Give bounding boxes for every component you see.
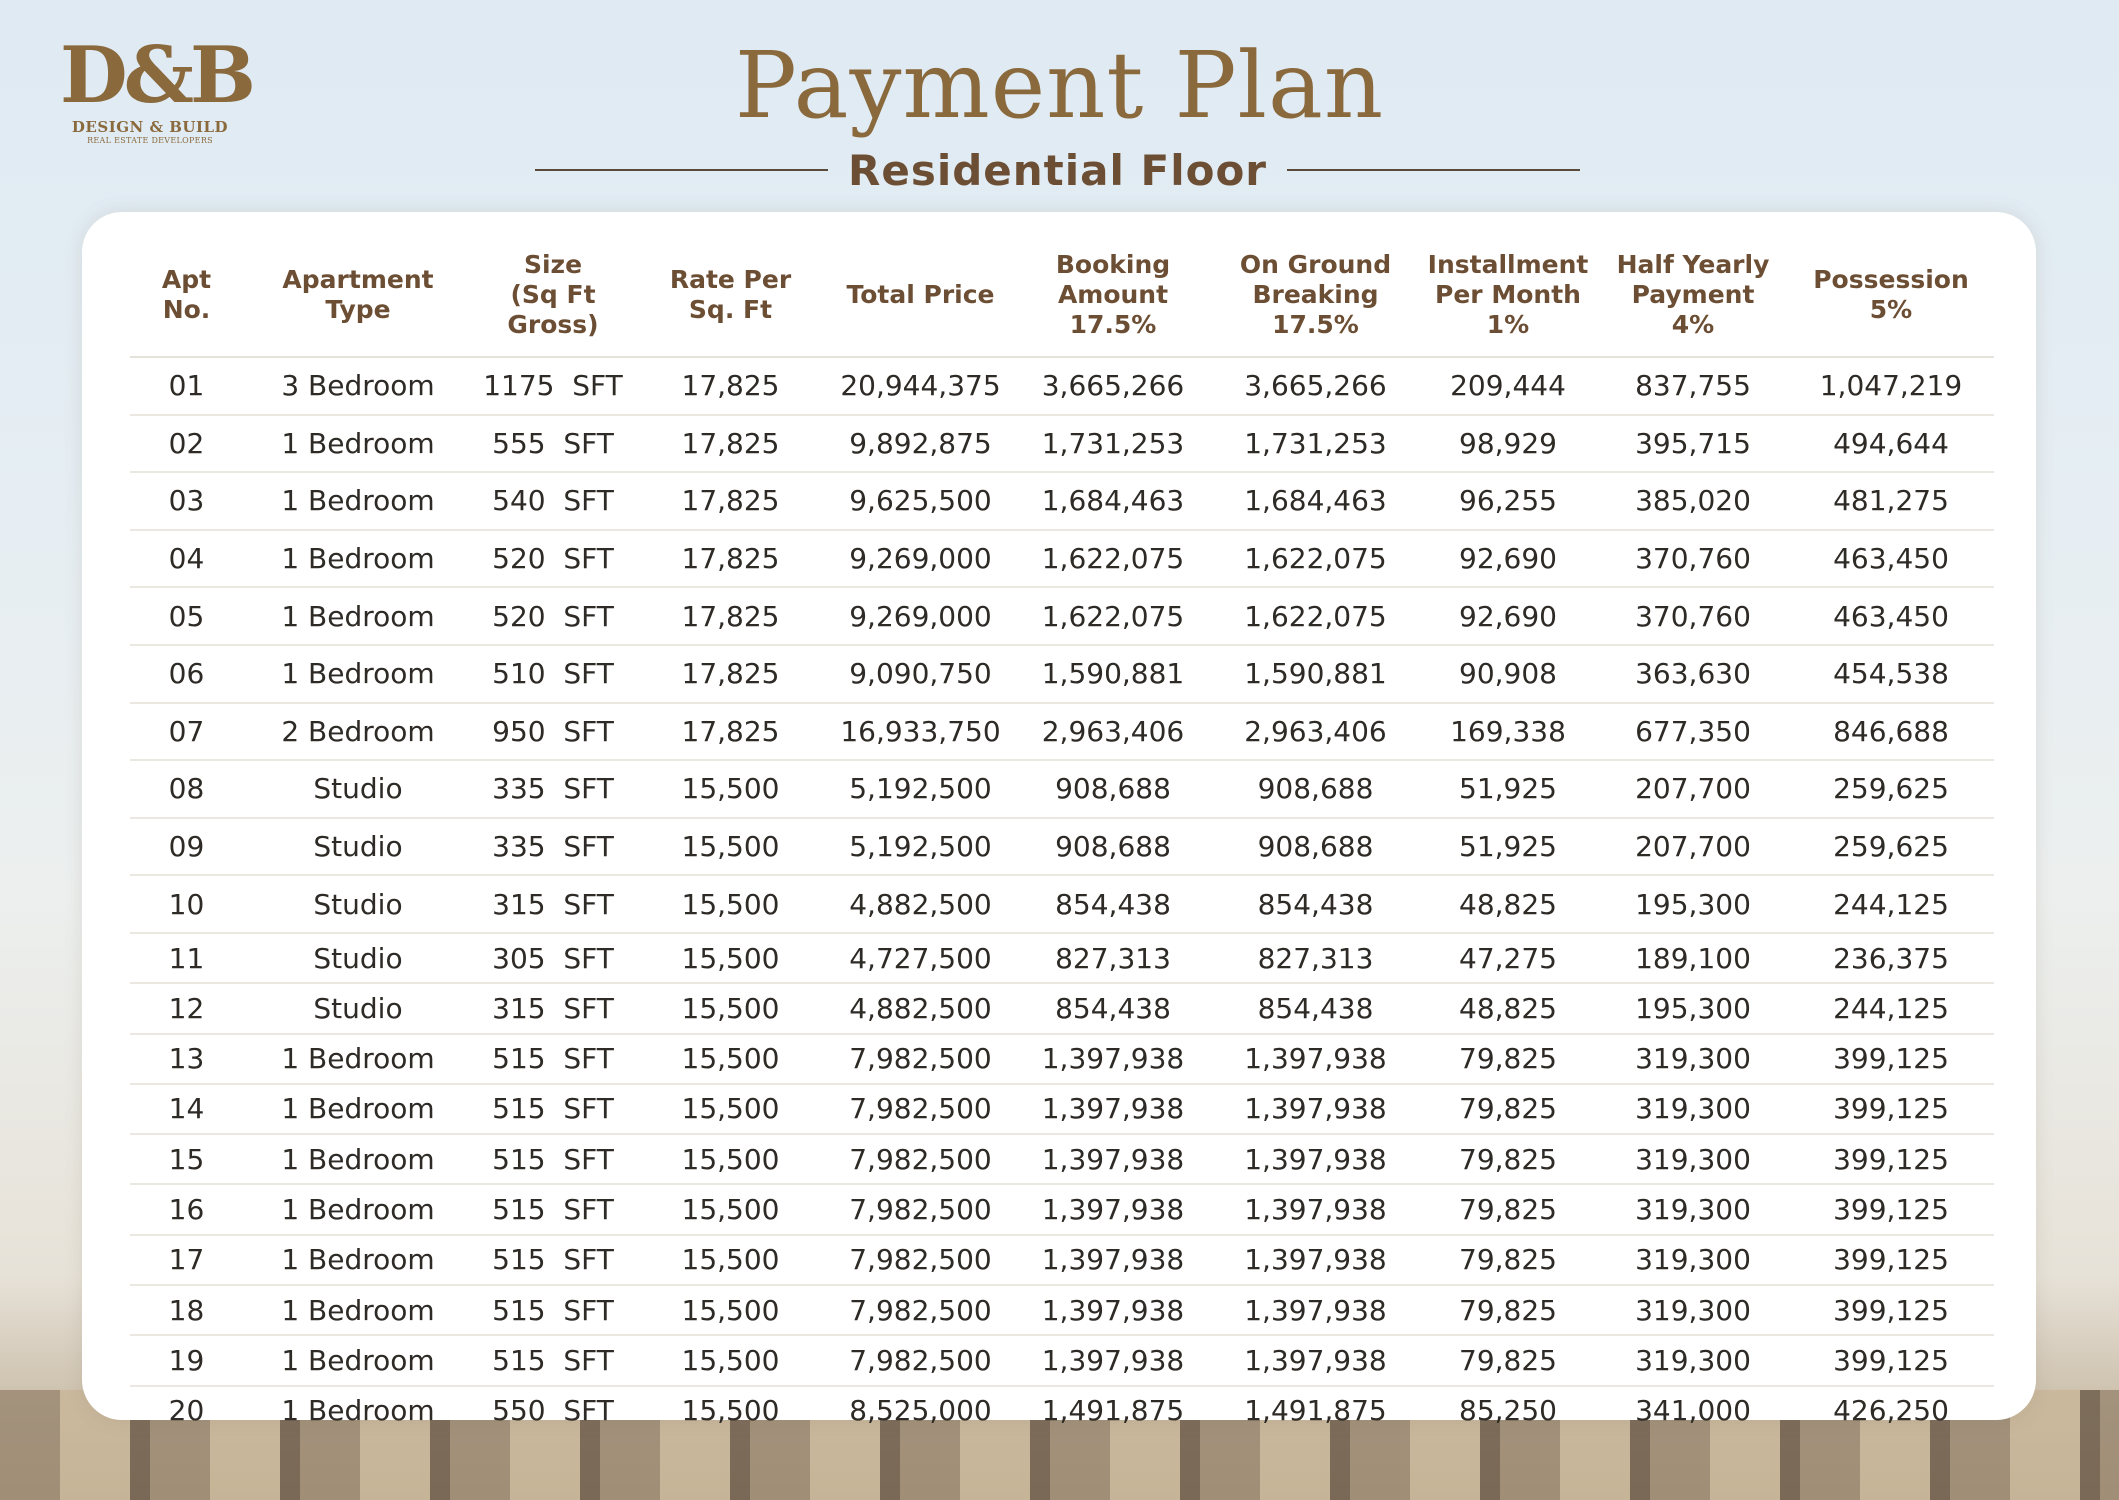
- table-cell: 385,020: [1598, 472, 1788, 530]
- table-cell: 20,944,375: [828, 357, 1013, 415]
- table-cell: 1,622,075: [1213, 587, 1418, 645]
- table-cell: Studio: [243, 875, 473, 933]
- table-cell: 236,375: [1788, 933, 1994, 983]
- table-cell: 319,300: [1598, 1184, 1788, 1234]
- table-cell: 79,825: [1418, 1034, 1598, 1084]
- table-cell: 5,192,500: [828, 760, 1013, 818]
- table-cell: 08: [130, 760, 243, 818]
- table-cell: 2,963,406: [1213, 703, 1418, 761]
- table-cell: 515 SFT: [473, 1285, 633, 1335]
- column-header-line: Rate Per: [669, 265, 792, 294]
- table-cell: 79,825: [1418, 1285, 1598, 1335]
- table-cell: 06: [130, 645, 243, 703]
- table-cell: 9,625,500: [828, 472, 1013, 530]
- table-cell: 85,250: [1459, 1394, 1557, 1428]
- table-cell: 244,125: [1788, 875, 1994, 933]
- table-cell: 837,755: [1598, 357, 1788, 415]
- table-cell: 1,397,938: [1213, 1285, 1418, 1335]
- table-cell: 16,933,750: [828, 703, 1013, 761]
- table-cell: 1 Bedroom: [243, 1184, 473, 1234]
- table-cell: 370,760: [1598, 587, 1788, 645]
- table-cell: 5,192,500: [828, 818, 1013, 876]
- table-cell: 15,500: [633, 1084, 828, 1134]
- column-header-line: 1%: [1486, 310, 1530, 339]
- table-row: [130, 1084, 1994, 1134]
- table-cell: 854,438: [1213, 875, 1418, 933]
- table-row: [130, 357, 1994, 415]
- table-cell: 17,825: [633, 357, 828, 415]
- table-cell: 15,500: [633, 875, 828, 933]
- table-cell: 79,825: [1418, 1134, 1598, 1184]
- table-cell: 3 Bedroom: [243, 357, 473, 415]
- table-cell: 48,825: [1418, 875, 1598, 933]
- table-cell: 7,982,500: [828, 1134, 1013, 1184]
- table-row: [130, 645, 1994, 703]
- table-cell: 1 Bedroom: [243, 1335, 473, 1385]
- table-cell: 1 Bedroom: [243, 1285, 473, 1335]
- table-cell: 12: [130, 983, 243, 1033]
- table-header-row: [130, 234, 1994, 357]
- table-cell: 399,125: [1788, 1034, 1994, 1084]
- table-cell: 463,450: [1788, 530, 1994, 588]
- table-cell: 1,397,938: [1013, 1084, 1213, 1134]
- table-cell: 399,125: [1788, 1084, 1994, 1134]
- table-cell: 15,500: [633, 760, 828, 818]
- table-cell: 908,688: [1213, 760, 1418, 818]
- table-cell: 1,397,938: [1213, 1034, 1418, 1084]
- table-cell: 315 SFT: [473, 875, 633, 933]
- table-cell: 515 SFT: [473, 1184, 633, 1234]
- column-header-line: 17.5%: [1069, 310, 1157, 339]
- payment-plan-table: [130, 234, 1994, 1435]
- table-cell: 79,825: [1418, 1084, 1598, 1134]
- table-cell: 1 Bedroom: [243, 415, 473, 473]
- table-cell: 17,825: [633, 587, 828, 645]
- table-cell: 1,684,463: [1213, 472, 1418, 530]
- table-row: [130, 760, 1994, 818]
- table-cell: 1,047,219: [1788, 357, 1994, 415]
- table-cell: Studio: [243, 760, 473, 818]
- table-cell: 05: [130, 587, 243, 645]
- table-row: [130, 1184, 1994, 1234]
- column-header-line: Breaking: [1252, 280, 1379, 309]
- table-cell: 426,250: [1833, 1394, 1949, 1428]
- table-cell: 1175 SFT: [473, 357, 633, 415]
- table-cell: 827,313: [1013, 933, 1213, 983]
- table-cell: 1,397,938: [1013, 1335, 1213, 1385]
- table-cell: 1,397,938: [1213, 1235, 1418, 1285]
- table-row: [130, 933, 1994, 983]
- table-cell: Studio: [243, 933, 473, 983]
- table-cell: 195,300: [1598, 875, 1788, 933]
- column-header: [633, 234, 828, 357]
- table-cell: 47,275: [1418, 933, 1598, 983]
- table-cell: 515 SFT: [473, 1134, 633, 1184]
- table-row: [130, 530, 1994, 588]
- column-header: [473, 234, 633, 357]
- column-header-line: Total Price: [846, 280, 995, 309]
- table-cell: Studio: [243, 818, 473, 876]
- table-cell: 1 Bedroom: [281, 1394, 435, 1428]
- table-cell: 189,100: [1598, 933, 1788, 983]
- table-cell: 319,300: [1598, 1134, 1788, 1184]
- table-cell: 908,688: [1013, 760, 1213, 818]
- subtitle-banner: [535, 140, 1580, 200]
- column-header: [243, 234, 473, 357]
- table-cell: 7,982,500: [828, 1184, 1013, 1234]
- table-cell: 19: [130, 1335, 243, 1385]
- column-header-line: Installment: [1427, 250, 1589, 279]
- subtitle-rule-right: [1287, 169, 1580, 171]
- column-header-line: Apt: [161, 265, 212, 294]
- table-cell: 17,825: [633, 415, 828, 473]
- column-header-line: Per Month: [1435, 280, 1581, 309]
- table-cell: 16: [130, 1184, 243, 1234]
- table-cell: 515 SFT: [473, 1084, 633, 1134]
- column-header-line: Sq. Ft: [688, 295, 773, 324]
- table-cell: 195,300: [1598, 983, 1788, 1033]
- table-cell: 335 SFT: [473, 760, 633, 818]
- table-cell: 9,892,875: [828, 415, 1013, 473]
- table-row: [130, 1335, 1994, 1385]
- table-cell: 15,500: [633, 1285, 828, 1335]
- table-cell: 950 SFT: [473, 703, 633, 761]
- table-cell: 463,450: [1788, 587, 1994, 645]
- table-cell: 550 SFT: [492, 1394, 614, 1428]
- column-header: [1418, 234, 1598, 357]
- table-cell: 319,300: [1598, 1084, 1788, 1134]
- table-cell: 15,500: [633, 818, 828, 876]
- table-cell: 17,825: [633, 645, 828, 703]
- table-cell: 209,444: [1418, 357, 1598, 415]
- table-cell: 319,300: [1598, 1285, 1788, 1335]
- table-cell: 15: [130, 1134, 243, 1184]
- column-header-line: Apartment: [282, 265, 434, 294]
- table-cell: 207,700: [1598, 760, 1788, 818]
- table-cell: 3,665,266: [1013, 357, 1213, 415]
- table-cell: 1,397,938: [1213, 1084, 1418, 1134]
- table-cell: 259,625: [1788, 760, 1994, 818]
- table-cell: 15,500: [681, 1394, 780, 1428]
- table-cell: 399,125: [1788, 1134, 1994, 1184]
- table-cell: 399,125: [1788, 1285, 1994, 1335]
- table-cell: 1,397,938: [1213, 1184, 1418, 1234]
- table-row: [130, 587, 1994, 645]
- table-cell: 319,300: [1598, 1335, 1788, 1385]
- logo-tagline: DESIGN & BUILD: [71, 118, 229, 136]
- table-cell: 1,397,938: [1013, 1184, 1213, 1234]
- table-cell: 515 SFT: [473, 1335, 633, 1385]
- table-cell: 17,825: [633, 703, 828, 761]
- column-header-line: (Sq Ft: [510, 280, 596, 309]
- table-cell: 15,500: [633, 1335, 828, 1385]
- table-cell: 1 Bedroom: [243, 587, 473, 645]
- table-cell: 319,300: [1598, 1235, 1788, 1285]
- table-cell: 1,684,463: [1013, 472, 1213, 530]
- table-cell: 11: [130, 933, 243, 983]
- table-cell: 1 Bedroom: [243, 1084, 473, 1134]
- table-row: [130, 415, 1994, 473]
- table-cell: 1,397,938: [1013, 1134, 1213, 1184]
- table-cell: 04: [130, 530, 243, 588]
- table-cell: 17,825: [633, 472, 828, 530]
- column-header-line: Payment: [1631, 280, 1755, 309]
- table-cell: 846,688: [1788, 703, 1994, 761]
- table-cell: 395,715: [1598, 415, 1788, 473]
- table-cell: 14: [130, 1084, 243, 1134]
- column-header: [1213, 234, 1418, 357]
- column-header-line: 4%: [1671, 310, 1715, 339]
- table-cell: 1 Bedroom: [243, 645, 473, 703]
- table-row: [130, 472, 1994, 530]
- table-cell: 399,125: [1788, 1235, 1994, 1285]
- table-cell: 315 SFT: [473, 983, 633, 1033]
- table-cell: 48,825: [1418, 983, 1598, 1033]
- table-cell: 1 Bedroom: [243, 1034, 473, 1084]
- table-cell: 3,665,266: [1213, 357, 1418, 415]
- table-cell: 09: [130, 818, 243, 876]
- table-cell: 908,688: [1013, 818, 1213, 876]
- table-cell: 7,982,500: [828, 1235, 1013, 1285]
- table-cell: 1 Bedroom: [243, 1235, 473, 1285]
- table-cell: 244,125: [1788, 983, 1994, 1033]
- table-cell: 4,882,500: [828, 983, 1013, 1033]
- table-cell: 9,269,000: [828, 587, 1013, 645]
- column-header: [1788, 234, 1994, 357]
- table-cell: 1,731,253: [1213, 415, 1418, 473]
- table-cell: 1 Bedroom: [243, 530, 473, 588]
- table-cell: 555 SFT: [473, 415, 633, 473]
- table-cell: 79,825: [1418, 1335, 1598, 1385]
- column-header-line: On Ground: [1239, 250, 1392, 279]
- table-cell: 92,690: [1418, 530, 1598, 588]
- table-cell: 399,125: [1788, 1184, 1994, 1234]
- table-cell: 03: [130, 472, 243, 530]
- table-cell: 1,622,075: [1013, 587, 1213, 645]
- table-cell: 15,500: [633, 1134, 828, 1184]
- table-cell: 15,500: [633, 983, 828, 1033]
- logo-subtagline: REAL ESTATE DEVELOPERS: [87, 136, 213, 145]
- table-cell: 1,397,938: [1013, 1034, 1213, 1084]
- table-cell: 10: [130, 875, 243, 933]
- page-subtitle: Residential Floor: [848, 145, 1268, 195]
- table-cell: 15,500: [633, 1235, 828, 1285]
- column-header-line: Half Yearly: [1616, 250, 1770, 279]
- table-cell: 1 Bedroom: [243, 1134, 473, 1184]
- table-cell: 96,255: [1418, 472, 1598, 530]
- column-header-line: Gross): [507, 310, 599, 339]
- table-cell: 98,929: [1418, 415, 1598, 473]
- column-header-line: Type: [325, 295, 391, 324]
- table-cell: 1,397,938: [1013, 1235, 1213, 1285]
- table-cell: 515 SFT: [473, 1235, 633, 1285]
- table-cell: 51,925: [1418, 760, 1598, 818]
- table-cell: 1,622,075: [1013, 530, 1213, 588]
- table-cell: 1,731,253: [1013, 415, 1213, 473]
- table-cell: 20: [168, 1394, 205, 1428]
- table-cell: 4,727,500: [828, 933, 1013, 983]
- table-cell: 854,438: [1213, 983, 1418, 1033]
- table-cell: 15,500: [633, 1034, 828, 1084]
- table-cell: 207,700: [1598, 818, 1788, 876]
- table-cell: 854,438: [1013, 875, 1213, 933]
- table-cell: 1,590,881: [1013, 645, 1213, 703]
- table-cell: 92,690: [1418, 587, 1598, 645]
- table-cell: 79,825: [1418, 1235, 1598, 1285]
- payment-table-card: [82, 212, 2036, 1428]
- table-cell: 7,982,500: [828, 1335, 1013, 1385]
- table-cell: 677,350: [1598, 703, 1788, 761]
- table-cell: 827,313: [1213, 933, 1418, 983]
- table-cell: 259,625: [1788, 818, 1994, 876]
- table-cell: 520 SFT: [473, 530, 633, 588]
- table-body: [130, 357, 1994, 1435]
- table-cell: 481,275: [1788, 472, 1994, 530]
- table-cell: 335 SFT: [473, 818, 633, 876]
- table-cell: 319,300: [1598, 1034, 1788, 1084]
- table-row: [130, 875, 1994, 933]
- table-cell: 1 Bedroom: [243, 472, 473, 530]
- table-cell: 1,491,875: [1041, 1394, 1185, 1428]
- table-cell: 2,963,406: [1013, 703, 1213, 761]
- table-cell: 7,982,500: [828, 1285, 1013, 1335]
- table-cell: 854,438: [1013, 983, 1213, 1033]
- column-header: [828, 234, 1013, 357]
- table-cell: 1,397,938: [1213, 1335, 1418, 1385]
- table-row: [130, 818, 1994, 876]
- table-cell: 363,630: [1598, 645, 1788, 703]
- table-cell: 90,908: [1418, 645, 1598, 703]
- table-cell: 1,491,875: [1244, 1394, 1387, 1428]
- table-row: [130, 983, 1994, 1033]
- subtitle-rule-left: [535, 169, 828, 171]
- column-header: [1598, 234, 1788, 357]
- table-cell: 79,825: [1418, 1184, 1598, 1234]
- table-cell: 1,622,075: [1213, 530, 1418, 588]
- column-header-line: 17.5%: [1272, 310, 1359, 339]
- table-cell: 1,590,881: [1213, 645, 1418, 703]
- table-row: [130, 1235, 1994, 1285]
- table-cell: 494,644: [1788, 415, 1994, 473]
- table-cell: 01: [130, 357, 243, 415]
- table-row: [130, 1386, 1994, 1435]
- logo-mark: D&B: [60, 30, 252, 121]
- table-cell: 07: [130, 703, 243, 761]
- table-cell: 15,500: [633, 933, 828, 983]
- table-cell: 908,688: [1213, 818, 1418, 876]
- table-cell: Studio: [243, 983, 473, 1033]
- table-cell: 169,338: [1418, 703, 1598, 761]
- table-cell: 18: [130, 1285, 243, 1335]
- table-cell: 17: [130, 1235, 243, 1285]
- table-cell: 9,269,000: [828, 530, 1013, 588]
- table-cell: 510 SFT: [473, 645, 633, 703]
- table-cell: 520 SFT: [473, 587, 633, 645]
- table-cell: 4,882,500: [828, 875, 1013, 933]
- table-cell: 454,538: [1788, 645, 1994, 703]
- column-header-line: 5%: [1869, 295, 1913, 324]
- table-row: [130, 1134, 1994, 1184]
- table-cell: 17,825: [633, 530, 828, 588]
- table-cell: 9,090,750: [828, 645, 1013, 703]
- table-cell: 13: [130, 1034, 243, 1084]
- column-header-line: Possession: [1813, 265, 1969, 294]
- table-cell: 8,525,000: [849, 1394, 992, 1428]
- table-cell: 399,125: [1788, 1335, 1994, 1385]
- column-header-line: Booking: [1055, 250, 1171, 279]
- table-cell: 15,500: [633, 1184, 828, 1234]
- table-cell: 7,982,500: [828, 1034, 1013, 1084]
- table-row: [130, 1285, 1994, 1335]
- table-cell: 305 SFT: [473, 933, 633, 983]
- page-title: Payment Plan: [734, 32, 1385, 139]
- table-cell: 1,397,938: [1213, 1134, 1418, 1184]
- column-header: [1013, 234, 1213, 357]
- table-cell: 341,000: [1635, 1394, 1751, 1428]
- table-cell: 540 SFT: [473, 472, 633, 530]
- table-row: [130, 703, 1994, 761]
- table-cell: 02: [130, 415, 243, 473]
- column-header-line: No.: [162, 295, 211, 324]
- table-cell: 7,982,500: [828, 1084, 1013, 1134]
- table-row: [130, 1034, 1994, 1084]
- table-cell: 515 SFT: [473, 1034, 633, 1084]
- column-header-line: Amount: [1057, 280, 1169, 309]
- table-cell: 1,397,938: [1013, 1285, 1213, 1335]
- table-cell: 370,760: [1598, 530, 1788, 588]
- column-header: [130, 234, 243, 357]
- column-header-line: Size: [523, 250, 583, 279]
- table-cell: 2 Bedroom: [243, 703, 473, 761]
- table-cell: 51,925: [1418, 818, 1598, 876]
